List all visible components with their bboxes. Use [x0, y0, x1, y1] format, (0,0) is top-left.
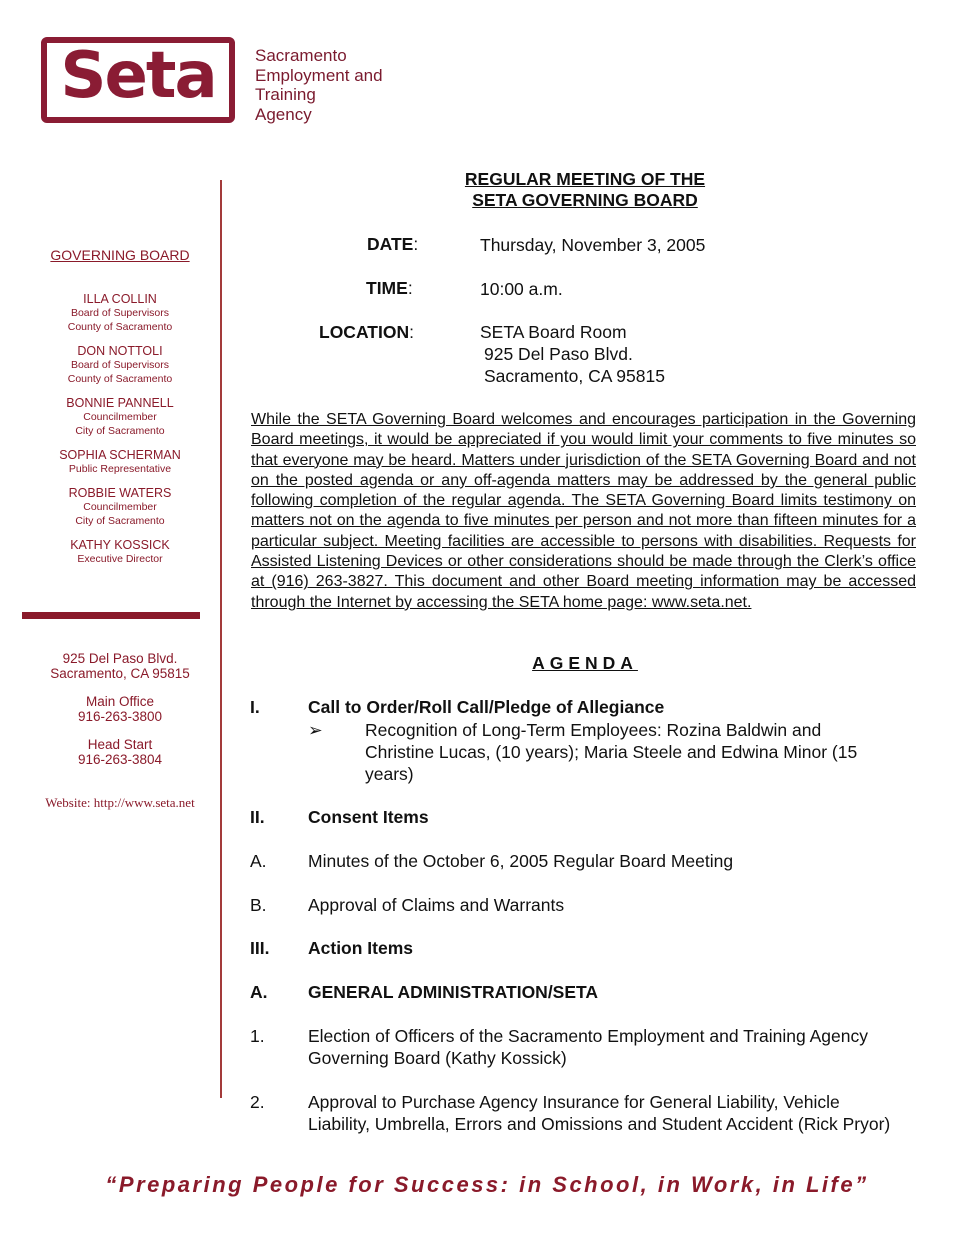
item-number: B.	[250, 895, 267, 915]
member-org: City of Sacramento	[75, 515, 165, 527]
governing-board-heading: GOVERNING BOARD	[50, 247, 190, 263]
item-number: III.	[250, 938, 270, 958]
board-member	[20, 486, 220, 528]
location-line: SETA Board Room	[480, 322, 627, 342]
item-number: 2.	[250, 1092, 265, 1112]
location-label-text: LOCATION	[319, 322, 410, 342]
website-link[interactable]: http://www.seta.net	[93, 795, 195, 810]
footer-slogan: “Preparing People for Success: in School, in Work, in Life”	[105, 1172, 869, 1197]
item-text: GENERAL ADMINISTRATION/SETA	[308, 982, 599, 1002]
item-text: Consent Items	[308, 807, 429, 827]
public-notice: While the SETA Governing Board welcomes and encourages participation in the Governing Board meetings, it would be appreciated if you would limit your comments to five minutes so that everyone may be heard. Matters under jurisdiction of the SETA Governing Board and not on the posted agenda or any off-agenda matters may be addressed by the general public following completion of the regular agenda. The SETA Governing Board limits testimony on matters not on the agenda to five minutes per person and not more than fifteen minutes for a particular subject. Meeting facilities are accessible to persons with disabilities. Requests for Assisted Listening Devices or other considerations should be made through the Clerk’s office at (916) 263-3827. This document and other Board meeting information may be accessed through the Internet by accessing the SETA home page: www.seta.net.	[251, 411, 916, 611]
divider-bar	[22, 612, 200, 619]
board-member	[20, 538, 220, 566]
address-line: Sacramento, CA 95815	[50, 666, 190, 681]
divider-vertical	[220, 180, 222, 1098]
seta-logo	[41, 37, 235, 123]
meeting-location	[480, 321, 665, 387]
agency-name	[255, 46, 383, 124]
member-title: Public Representative	[68, 463, 172, 475]
head-start	[20, 737, 220, 767]
item-number: A.	[250, 851, 267, 871]
agenda-heading: AGENDA	[532, 653, 638, 673]
title-line: REGULAR MEETING OF THE	[464, 169, 706, 189]
address-line: 925 Del Paso Blvd.	[62, 651, 178, 666]
item-text: Approval of Claims and Warrants	[308, 895, 565, 915]
item-text: Minutes of the October 6, 2005 Regular Board Meeting	[308, 851, 734, 871]
item-number: I.	[250, 697, 260, 717]
member-title: Councilmember	[83, 501, 157, 513]
board-member	[20, 292, 220, 334]
member-title: Councilmember	[83, 411, 157, 423]
website-label: Website:	[45, 795, 94, 810]
date-label-text: DATE	[367, 234, 414, 254]
bullet-arrow-icon: ➢	[308, 720, 323, 740]
time-label: TIME:	[366, 278, 413, 298]
agency-line: Agency	[255, 104, 312, 124]
website	[20, 795, 220, 811]
location-line: 925 Del Paso Blvd.	[484, 344, 633, 364]
location-label: LOCATION:	[319, 322, 414, 342]
member-name: ROBBIE WATERS	[68, 486, 172, 500]
member-title: Board of Supervisors	[70, 307, 170, 319]
agency-line: Sacramento	[255, 46, 347, 65]
member-name: KATHY KOSSICK	[70, 538, 170, 552]
member-name: SOPHIA SCHERMAN	[59, 448, 181, 462]
item-text: Election of Officers of the Sacramento Employment and Training Agency Governing Board (Kathy Kossick)	[308, 1026, 868, 1068]
main-office	[20, 694, 220, 724]
agency-line: Training	[255, 85, 316, 104]
member-org: City of Sacramento	[75, 425, 165, 437]
board-members	[20, 292, 220, 576]
page-title	[400, 169, 770, 211]
logo-mark: Seta	[60, 39, 216, 113]
member-name: BONNIE PANNELL	[66, 396, 174, 410]
item-number: 1.	[250, 1026, 265, 1046]
item-text: Approval to Purchase Agency Insurance for General Liability, Vehicle Liability, Umbrella, Errors and Omissions and Student Accident (Rick Pryor)	[308, 1092, 891, 1134]
office-label: Head Start	[87, 737, 153, 752]
board-member	[20, 344, 220, 386]
time-label-text: TIME	[366, 278, 408, 298]
member-name: DON NOTTOLI	[77, 344, 163, 358]
office-label: Main Office	[85, 694, 155, 709]
member-name: ILLA COLLIN	[83, 292, 157, 306]
member-title: Board of Supervisors	[70, 359, 170, 371]
title-line: SETA GOVERNING BOARD	[472, 190, 698, 210]
item-text: Recognition of Long-Term Employees: Rozina Baldwin and Christine Lucas, (10 years); Maria Steele and Edwina Minor (15 years)	[365, 720, 858, 784]
agency-line: Employment and	[255, 65, 383, 85]
address	[20, 651, 220, 681]
member-org: County of Sacramento	[67, 373, 173, 385]
meeting-time: 10:00 a.m.	[480, 279, 563, 299]
item-number: II.	[250, 807, 265, 827]
item-text: Action Items	[308, 938, 414, 958]
date-label: DATE:	[367, 234, 419, 254]
board-member	[20, 396, 220, 438]
board-member	[20, 448, 220, 476]
member-org: County of Sacramento	[67, 321, 173, 333]
office-phone: 916-263-3800	[77, 709, 163, 724]
member-title: Executive Director	[77, 553, 163, 565]
item-number: A.	[250, 982, 268, 1002]
item-text: Call to Order/Roll Call/Pledge of Allegiance	[308, 697, 665, 717]
office-phone: 916-263-3804	[77, 752, 163, 767]
contact-info	[20, 651, 220, 780]
meeting-date: Thursday, November 3, 2005	[480, 235, 706, 255]
location-line: Sacramento, CA 95815	[484, 366, 665, 386]
